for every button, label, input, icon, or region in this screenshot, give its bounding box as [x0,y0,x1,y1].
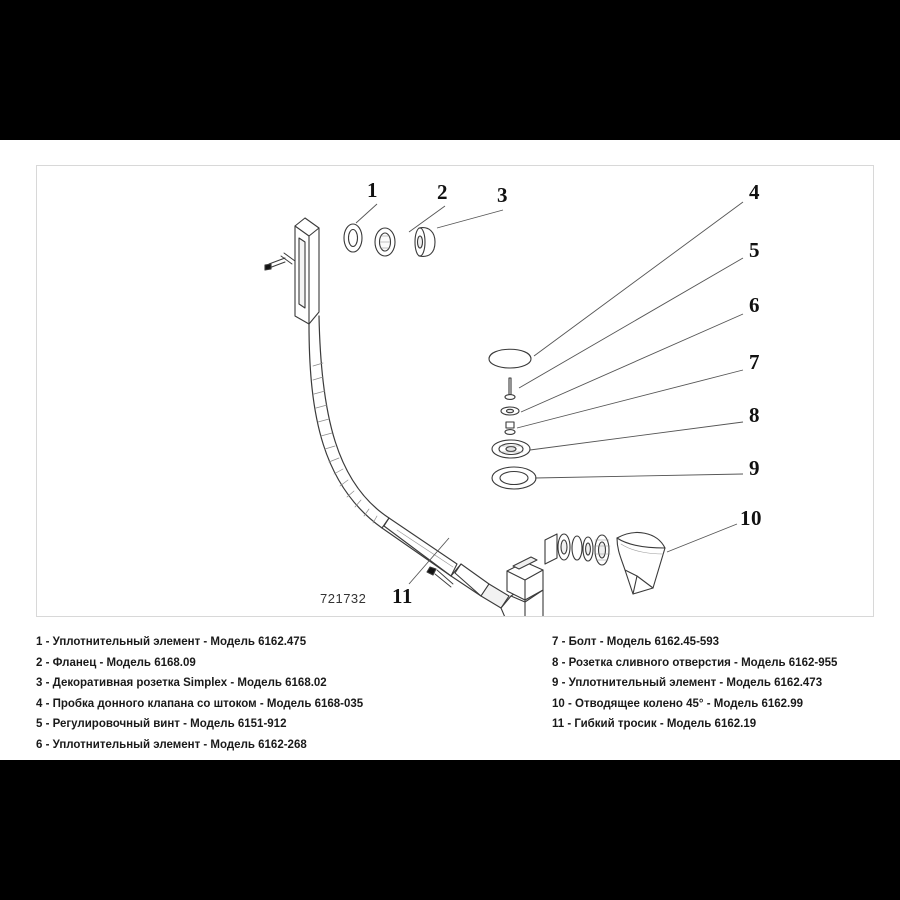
part-6-seal [501,407,519,415]
legend-column-right [552,632,900,735]
part-1-seal [344,224,362,252]
part-code-label: 721732 [320,591,367,606]
callout-1: 1 [367,178,378,202]
callout-10: 10 [740,506,762,530]
parts-legend [36,632,872,752]
legend-item: 8 - Розетка сливного отверстия - Модель 6162-955 [552,656,838,669]
legend-item: 6 - Уплотнительный элемент - Модель 6162-268 [36,738,307,751]
legend-item: 7 - Болт - Модель 6162.45-593 [552,636,720,648]
diagram-drawing [37,166,873,616]
legend-item: 5 - Регулировочный винт - Модель 6151-912 [36,718,287,730]
part-2-flange [375,228,395,256]
part-9-seal [492,467,536,489]
legend-item: 2 - Фланец - Модель 6168.09 [36,656,196,669]
callout-7: 7 [749,350,760,374]
drain-body [501,557,543,616]
callout-4: 4 [749,180,760,204]
legend-item: 3 - Декоративная розетка Simplex - Модель 6168.02 [36,677,327,689]
callout-5: 5 [749,238,760,262]
document-sheet [0,140,900,760]
cable-upper [265,253,295,270]
callout-11: 11 [392,584,413,608]
exploded-parts-diagram [36,165,874,617]
legend-item: 1 - Уплотнительный элемент - Модель 6162.475 [36,636,307,648]
callout-9: 9 [749,456,760,480]
part-3-rosette [415,228,435,257]
flexible-hose [309,316,389,528]
overflow-body [295,218,319,324]
part-5-screw [505,378,515,399]
callout-2: 2 [437,180,448,204]
fitting-rings [545,534,610,565]
legend-item: 11 - Гибкий тросик - Модель 6162.19 [552,718,757,730]
part-4-stopper [489,349,531,368]
part-7-bolt [505,422,515,434]
callout-3: 3 [497,183,508,207]
leader-lines [356,202,743,584]
callout-6: 6 [749,293,760,317]
legend-column-left [36,632,456,755]
legend-item: 9 - Уплотнительный элемент - Модель 6162.473 [552,677,823,689]
legend-item: 4 - Пробка донного клапана со штоком - Модель 6168-035 [36,697,364,710]
part-8-drain-rosette [492,440,530,458]
part-10-elbow [617,533,665,594]
legend-item: 10 - Отводящее колено 45° - Модель 6162.99 [552,697,804,710]
callout-8: 8 [749,403,760,427]
